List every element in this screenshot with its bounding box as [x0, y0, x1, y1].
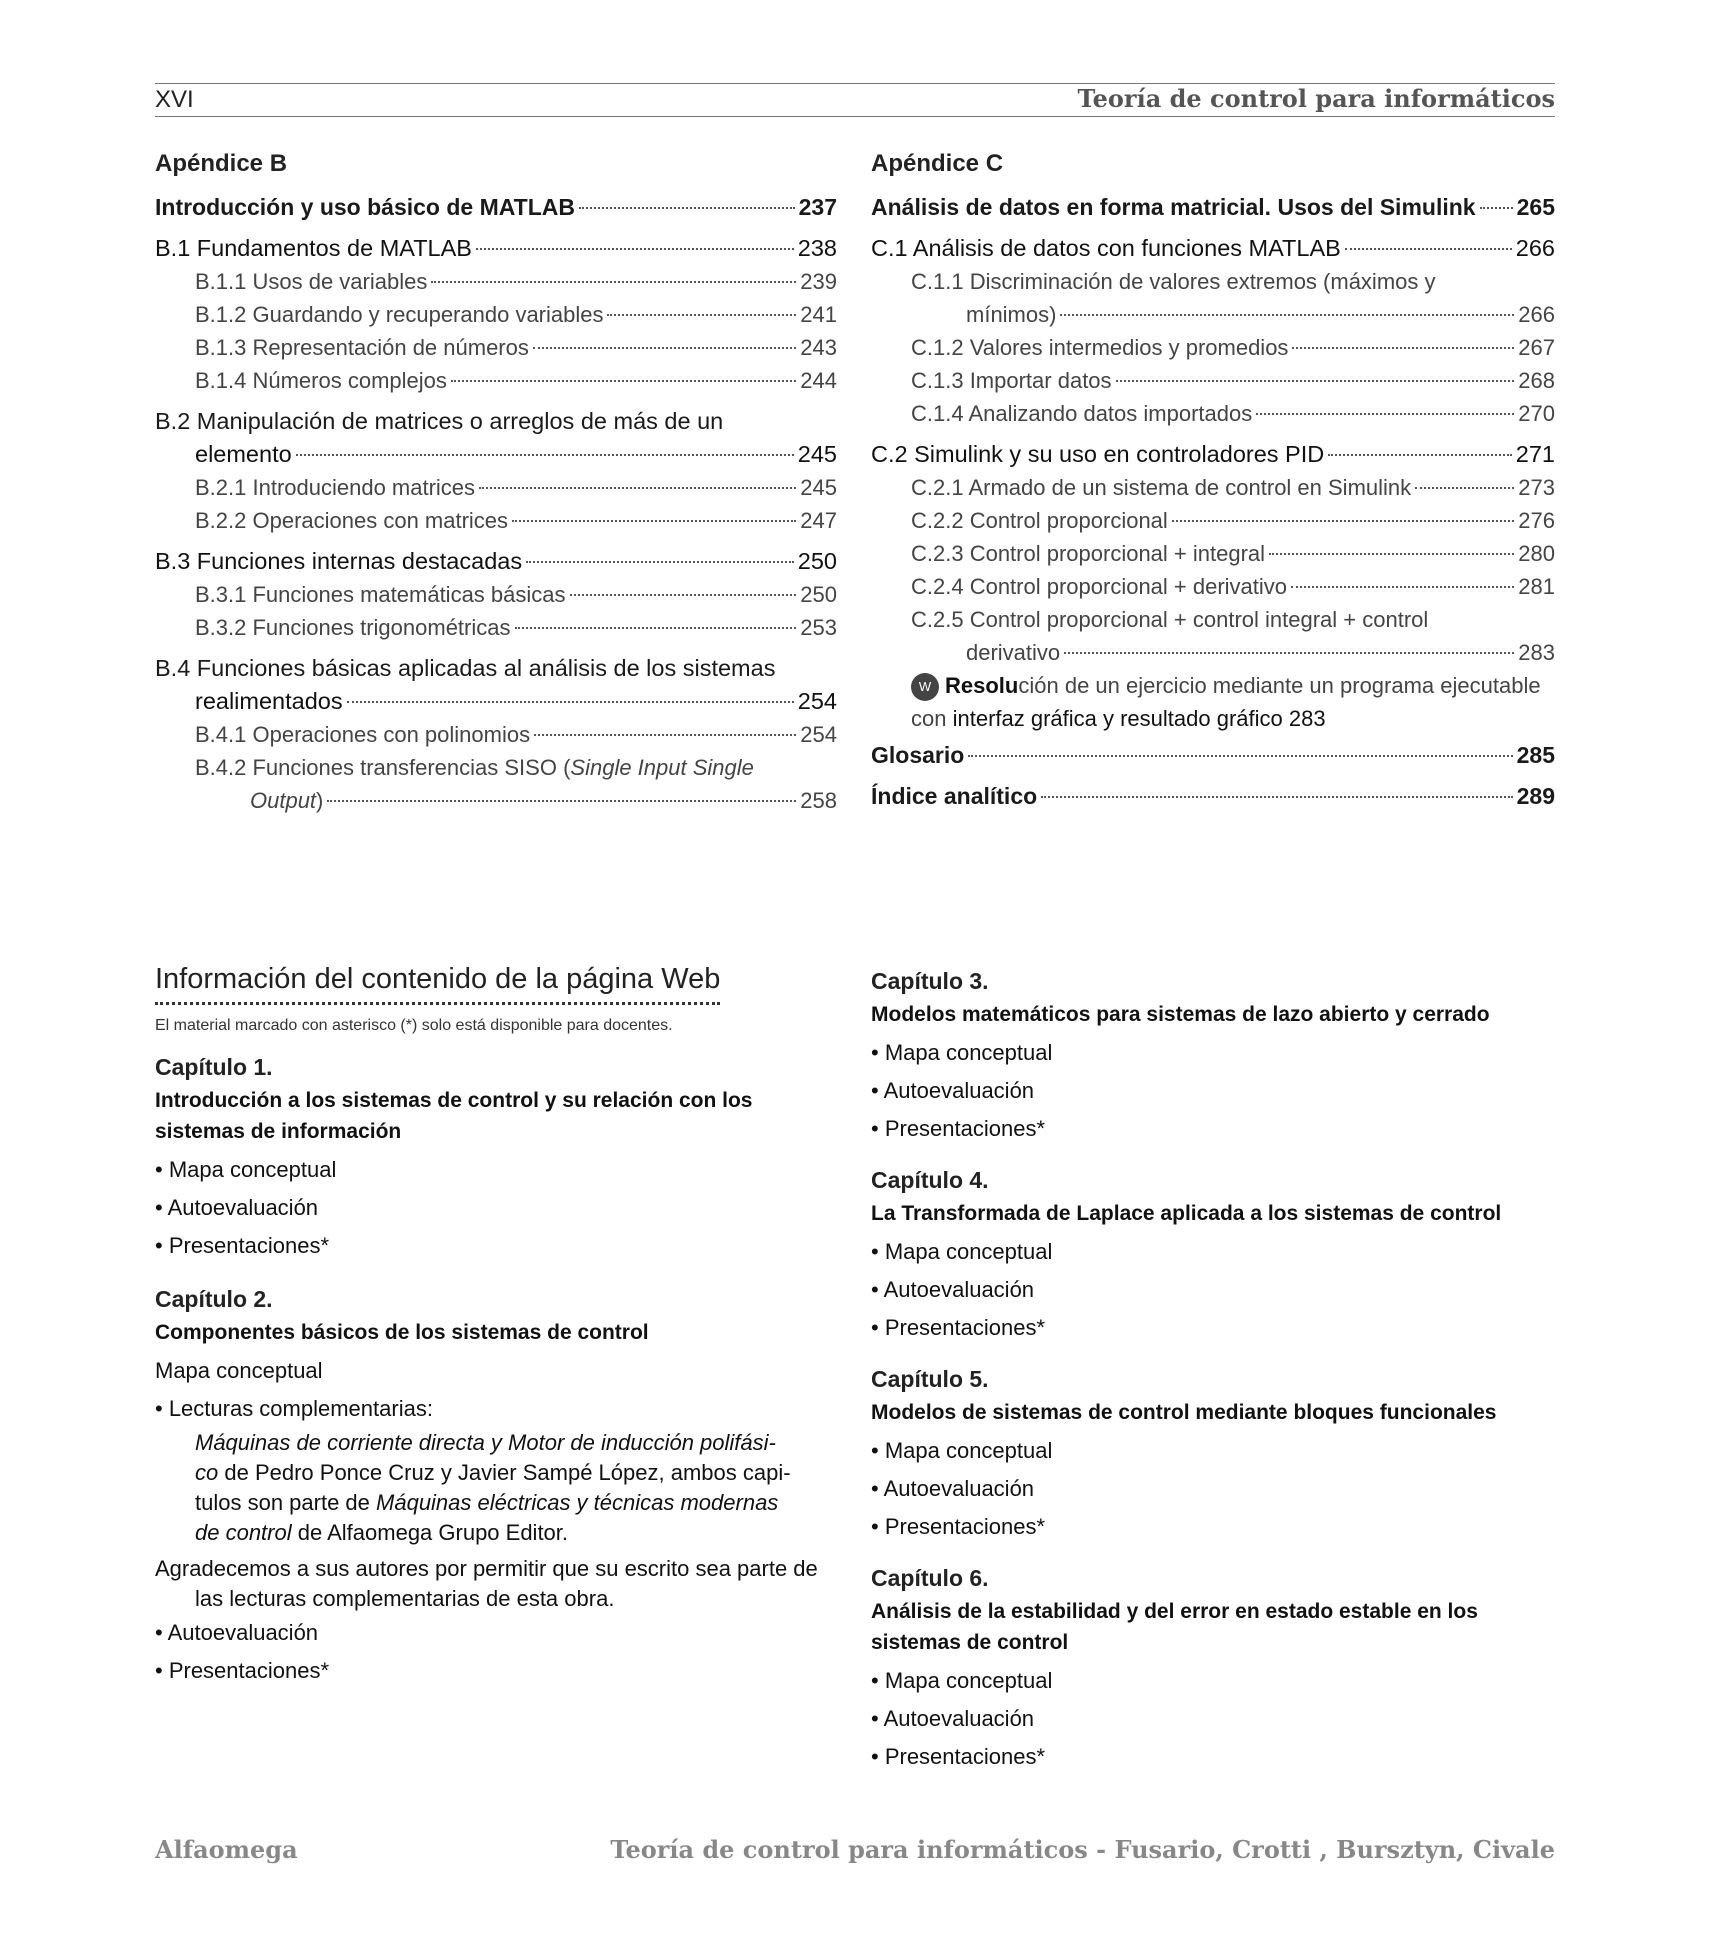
- chapter-4-item[interactable]: • Autoevaluación: [871, 1277, 1035, 1302]
- toc-entry-b42[interactable]: Output) 258: [250, 788, 837, 813]
- chapter-2-lecturas[interactable]: • Lecturas complementarias:: [155, 1396, 433, 1421]
- toc-entry-c11[interactable]: mínimos) 266: [966, 302, 1555, 327]
- toc-entry-b4[interactable]: realimentados 254: [195, 688, 837, 714]
- chapter-1-item[interactable]: • Autoevaluación: [155, 1195, 319, 1220]
- toc-entry-b12[interactable]: B.1.2 Guardando y recuperando variables 241: [195, 302, 837, 327]
- toc-entry-c14[interactable]: C.1.4 Analizando datos importados 270: [911, 401, 1555, 426]
- chapter-2-item[interactable]: • Autoevaluación: [155, 1620, 319, 1645]
- toc-entry-indice[interactable]: Índice analítico 289: [871, 783, 1555, 809]
- appendix-b-label: Apéndice B: [155, 150, 288, 177]
- toc-entry-b21[interactable]: B.2.1 Introduciendo matrices 245: [195, 475, 837, 500]
- chapter-5-item[interactable]: • Autoevaluación: [871, 1476, 1035, 1501]
- chapter-3-item[interactable]: • Autoevaluación: [871, 1078, 1035, 1103]
- toc-entry-web-exercise[interactable]: W Resolución de un ejercicio mediante un programa ejecutable: [871, 669, 1555, 702]
- toc-entry-b1[interactable]: B.1 Fundamentos de MATLAB 238: [155, 235, 837, 261]
- toc-entry-c25[interactable]: derivativo 283: [966, 640, 1555, 665]
- toc-entry-b3[interactable]: B.3 Funciones internas destacadas 250: [155, 548, 837, 574]
- toc-entry-appendix-b-title[interactable]: Introducción y uso básico de MATLAB 237: [155, 194, 837, 220]
- footer-credit: Teoría de control para informáticos - Fusario, Crotti , Bursztyn, Civale: [610, 1835, 1555, 1864]
- toc-entry-b31[interactable]: B.3.1 Funciones matemáticas básicas 250: [195, 582, 837, 607]
- chapter-1-desc: Introducción a los sistemas de control y su relación con los sistemas de información: [155, 1089, 753, 1143]
- chapter-6-label: Capítulo 6.: [871, 1565, 989, 1591]
- chapter-2-item[interactable]: • Presentaciones*: [155, 1658, 330, 1683]
- toc-entry-b11[interactable]: B.1.1 Usos de variables 239: [195, 269, 837, 294]
- chapter-1-item[interactable]: • Mapa conceptual: [155, 1157, 337, 1182]
- web-info-note: El material marcado con asterisco (*) solo está disponible para docentes.: [155, 1017, 673, 1034]
- toc-entry-c13[interactable]: C.1.3 Importar datos 268: [911, 368, 1555, 393]
- footer-publisher: Alfaomega: [155, 1835, 298, 1864]
- chapter-3-label: Capítulo 3.: [871, 968, 989, 994]
- chapter-5-item[interactable]: • Mapa conceptual: [871, 1438, 1053, 1463]
- toc-entry-c2[interactable]: C.2 Simulink y su uso en controladores PID 271: [871, 441, 1555, 467]
- chapter-2-label: Capítulo 2.: [155, 1286, 273, 1312]
- web-badge-icon: W: [911, 673, 939, 701]
- running-title: Teoría de control para informáticos: [1077, 84, 1555, 113]
- chapter-3-item[interactable]: • Mapa conceptual: [871, 1040, 1053, 1065]
- toc-entry-c21[interactable]: C.2.1 Armado de un sistema de control en Simulink 273: [911, 475, 1555, 500]
- toc-entry-b32[interactable]: B.3.2 Funciones trigonométricas 253: [195, 615, 837, 640]
- appendix-c-label: Apéndice C: [871, 150, 1004, 177]
- toc-entry-c23[interactable]: C.2.3 Control proporcional + integral 280: [911, 541, 1555, 566]
- toc-entry-b4-line1[interactable]: B.4 Funciones básicas aplicadas al análisis de los sistemas: [155, 655, 776, 681]
- chapter-5-label: Capítulo 5.: [871, 1366, 989, 1392]
- chapter-4-label: Capítulo 4.: [871, 1167, 989, 1193]
- toc-entry-b2[interactable]: elemento 245: [195, 441, 837, 467]
- web-info-left: [155, 963, 837, 1690]
- chapter-4-item[interactable]: • Presentaciones*: [871, 1315, 1046, 1340]
- toc-entry-b41[interactable]: B.4.1 Operaciones con polinomios 254: [195, 722, 837, 747]
- toc-entry-b42-line1[interactable]: B.4.2 Funciones transferencias SISO (Single Input Single: [195, 755, 754, 780]
- chapter-4-item[interactable]: • Mapa conceptual: [871, 1239, 1053, 1264]
- toc-entry-glosario[interactable]: Glosario 285: [871, 742, 1555, 768]
- chapter-3-desc: Modelos matemáticos para sistemas de lazo abierto y cerrado: [871, 1003, 1490, 1026]
- toc-entry-b2-line1[interactable]: B.2 Manipulación de matrices o arreglos de más de un: [155, 408, 724, 434]
- chapter-4-desc: La Transformada de Laplace aplicada a los sistemas de control: [871, 1202, 1502, 1225]
- toc-entry-c24[interactable]: C.2.4 Control proporcional + derivativo 281: [911, 574, 1555, 599]
- page-number: XVI: [155, 86, 194, 113]
- chapter-6-item[interactable]: • Mapa conceptual: [871, 1668, 1053, 1693]
- toc-appendix-c: [871, 147, 1555, 813]
- chapter-1-label: Capítulo 1.: [155, 1054, 273, 1080]
- toc-entry-b13[interactable]: B.1.3 Representación de números 243: [195, 335, 837, 360]
- chapter-2-desc: Componentes básicos de los sistemas de control: [155, 1321, 649, 1344]
- toc-entry-b14[interactable]: B.1.4 Números complejos 244: [195, 368, 837, 393]
- chapter-3-item[interactable]: • Presentaciones*: [871, 1116, 1046, 1141]
- chapter-2-lecturas-body: Máquinas de corriente directa y Motor de inducción polifási- co de Pedro Ponce Cruz y Javier Sampé López, ambos capi- tulos son parte de Máquinas eléctricas y técnicas modernas de control de Alfaomega Grupo Editor.: [195, 1430, 791, 1545]
- toc-entry-c1[interactable]: C.1 Análisis de datos con funciones MATLAB 266: [871, 235, 1555, 261]
- header-rule-bottom: [155, 116, 1555, 117]
- toc-entry-c11-line1[interactable]: C.1.1 Discriminación de valores extremos (máximos y: [911, 269, 1436, 294]
- toc-entry-c22[interactable]: C.2.2 Control proporcional 276: [911, 508, 1555, 533]
- toc-entry-appendix-c-title[interactable]: Análisis de datos en forma matricial. Usos del Simulink 265: [871, 194, 1555, 220]
- chapter-1-item[interactable]: • Presentaciones*: [155, 1233, 330, 1258]
- chapter-2-acknowledgment: Agradecemos a sus autores por permitir que su escrito sea parte de las lecturas complementarias de esta obra.: [155, 1556, 818, 1611]
- chapter-6-item[interactable]: • Autoevaluación: [871, 1706, 1035, 1731]
- toc-entry-web-exercise-line2[interactable]: con interfaz gráfica y resultado gráfico 283: [911, 706, 1326, 731]
- toc-entry-b22[interactable]: B.2.2 Operaciones con matrices 247: [195, 508, 837, 533]
- toc-entry-c12[interactable]: C.1.2 Valores intermedios y promedios 267: [911, 335, 1555, 360]
- chapter-5-item[interactable]: • Presentaciones*: [871, 1514, 1046, 1539]
- web-info-right: [871, 963, 1555, 1776]
- toc-entry-c25-line1[interactable]: C.2.5 Control proporcional + control integral + control: [911, 607, 1429, 632]
- chapter-6-item[interactable]: • Presentaciones*: [871, 1744, 1046, 1769]
- toc-appendix-b: [155, 147, 837, 817]
- chapter-2-item[interactable]: Mapa conceptual: [155, 1358, 323, 1383]
- chapter-6-desc: Análisis de la estabilidad y del error en estado estable en los sistemas de control: [871, 1600, 1478, 1654]
- chapter-5-desc: Modelos de sistemas de control mediante bloques funcionales: [871, 1401, 1497, 1424]
- web-info-title: Información del contenido de la página Web: [155, 963, 720, 1005]
